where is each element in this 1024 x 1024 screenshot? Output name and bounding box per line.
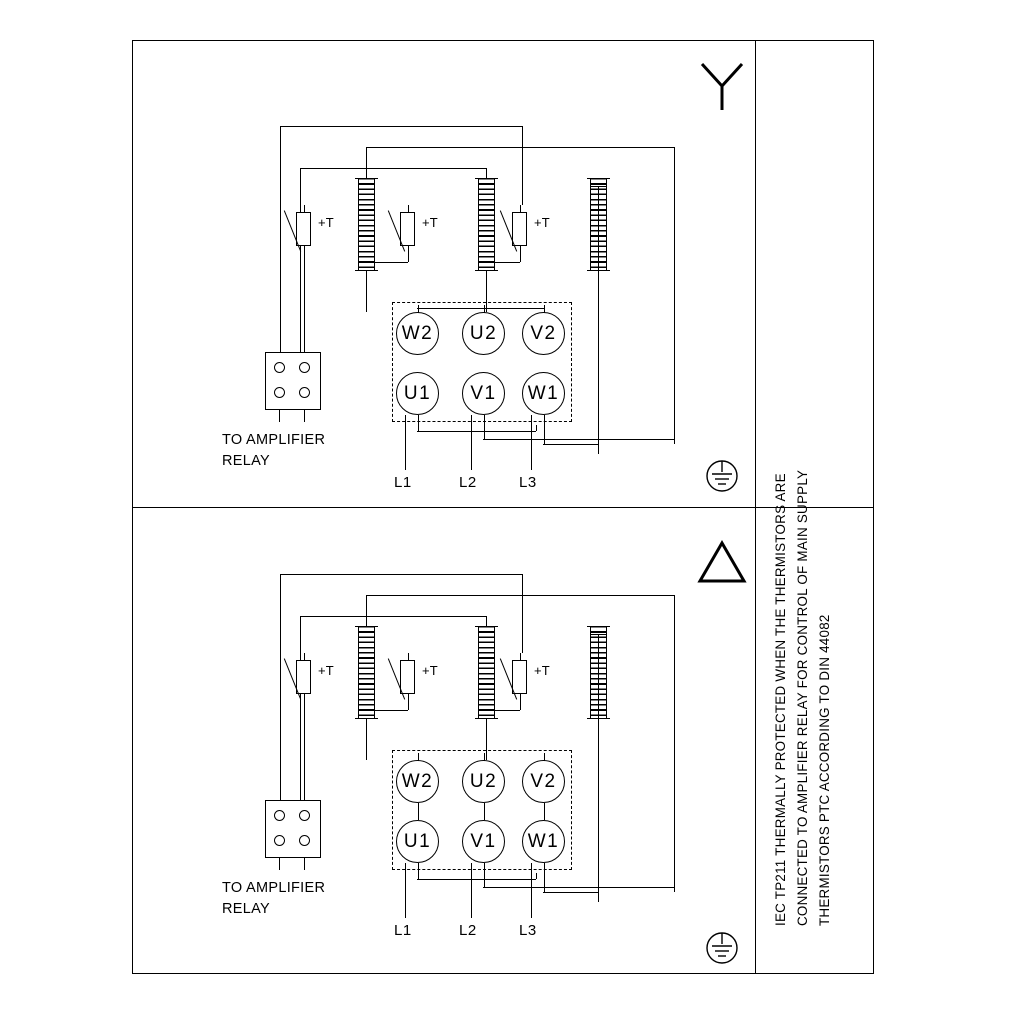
connector-terminal — [299, 387, 310, 398]
thermistor-2 — [400, 660, 415, 694]
wire — [366, 147, 674, 148]
amplifier-label-line2: RELAY — [222, 453, 270, 469]
wire — [531, 415, 532, 470]
wire — [483, 887, 674, 888]
wire — [366, 262, 408, 263]
terminal-v1: V1 — [462, 820, 505, 863]
wire — [544, 863, 545, 892]
thermistor-1 — [296, 212, 311, 246]
amplifier-connector-block — [265, 800, 321, 858]
wire — [418, 753, 419, 761]
wire — [543, 892, 598, 893]
amplifier-label-line1: TO AMPLIFIER — [222, 432, 326, 448]
thermistor-label-2: +T — [422, 663, 438, 678]
winding-coil-1 — [358, 178, 375, 270]
wire — [304, 205, 305, 212]
wire — [366, 710, 408, 711]
wire — [304, 653, 305, 660]
coil-cap — [587, 626, 610, 627]
coil-cap — [475, 626, 498, 627]
earth-ground-symbol — [700, 930, 740, 964]
wire — [674, 147, 675, 444]
wire — [590, 186, 606, 187]
wire — [366, 595, 674, 596]
note-line-2: CONNECTED TO AMPLIFIER RELAY FOR CONTROL OF MAIN SUPPLY — [795, 469, 810, 926]
wire — [300, 168, 301, 356]
wire — [417, 431, 536, 432]
wire — [598, 186, 599, 454]
winding-coil-2 — [478, 626, 495, 718]
terminal-u2: U2 — [462, 760, 505, 803]
wire — [520, 246, 521, 262]
wire — [408, 694, 409, 710]
wire — [408, 205, 409, 212]
wire — [280, 126, 522, 127]
wire — [544, 415, 545, 444]
thermistor-label-3: +T — [534, 215, 550, 230]
coil-cap — [475, 178, 498, 179]
wire — [366, 270, 367, 312]
wire — [280, 574, 522, 575]
wire — [405, 415, 406, 470]
wire — [417, 879, 536, 880]
amplifier-label-line1: TO AMPLIFIER — [222, 880, 326, 896]
terminal-w1: W1 — [522, 372, 565, 415]
wire — [366, 718, 367, 760]
terminal-v2: V2 — [522, 312, 565, 355]
wire — [471, 863, 472, 918]
earth-ground-symbol — [700, 458, 740, 492]
thermistor-label-1: +T — [318, 215, 334, 230]
wire — [590, 634, 606, 635]
wire — [543, 444, 598, 445]
wire — [536, 425, 537, 431]
phase-label-l3: L3 — [519, 474, 537, 491]
terminal-w2: W2 — [396, 312, 439, 355]
wire — [300, 168, 486, 169]
wire — [304, 410, 305, 422]
delta-link — [418, 803, 419, 820]
wire — [486, 262, 520, 263]
wire — [484, 753, 485, 761]
wire — [544, 753, 545, 761]
wire — [405, 863, 406, 918]
terminal-u2: U2 — [462, 312, 505, 355]
wire — [531, 863, 532, 918]
connector-terminal — [274, 362, 285, 373]
winding-coil-2 — [478, 178, 495, 270]
thermistor-3 — [512, 212, 527, 246]
wire — [408, 246, 409, 262]
coil-cap — [355, 178, 378, 179]
delta-link — [544, 803, 545, 820]
wire — [484, 863, 485, 887]
wire — [408, 653, 409, 660]
note-column — [755, 40, 874, 974]
wire — [598, 634, 599, 902]
note-line-1: IEC TP211 THERMALLY PROTECTED WHEN THE THERMISTORS ARE — [773, 473, 788, 926]
wire — [280, 574, 281, 804]
phase-label-l1: L1 — [394, 922, 412, 939]
phase-label-l3: L3 — [519, 922, 537, 939]
wire — [279, 858, 280, 870]
wire — [418, 415, 419, 431]
connector-terminal — [299, 835, 310, 846]
phase-label-l1: L1 — [394, 474, 412, 491]
connector-terminal — [274, 387, 285, 398]
wire — [418, 305, 419, 313]
thermistor-label-3: +T — [534, 663, 550, 678]
terminal-u1: U1 — [396, 372, 439, 415]
wire — [522, 574, 523, 653]
wire — [520, 653, 521, 660]
wire — [484, 415, 485, 439]
thermistor-1 — [296, 660, 311, 694]
connector-terminal — [274, 810, 285, 821]
delta-link — [484, 803, 485, 820]
wire — [544, 305, 545, 313]
wire — [471, 415, 472, 470]
star-bridge — [417, 308, 545, 309]
wire — [280, 126, 281, 356]
wire — [484, 305, 485, 313]
wire — [520, 694, 521, 710]
connector-terminal — [274, 835, 285, 846]
wire — [418, 863, 419, 879]
thermistor-label-1: +T — [318, 663, 334, 678]
delta-triangle-symbol — [694, 537, 750, 585]
wire — [674, 595, 675, 892]
star-wye-symbol — [694, 58, 750, 114]
terminal-v1: V1 — [462, 372, 505, 415]
wire — [522, 126, 523, 205]
terminal-w2: W2 — [396, 760, 439, 803]
wire — [300, 616, 486, 617]
connector-terminal — [299, 810, 310, 821]
terminal-w1: W1 — [522, 820, 565, 863]
amplifier-label-line2: RELAY — [222, 901, 270, 917]
wire — [304, 694, 305, 804]
coil-cap — [587, 178, 610, 179]
wire — [536, 873, 537, 879]
wire — [300, 616, 301, 804]
coil-cap — [355, 626, 378, 627]
terminal-v2: V2 — [522, 760, 565, 803]
wire — [304, 858, 305, 870]
thermistor-2 — [400, 212, 415, 246]
phase-label-l2: L2 — [459, 474, 477, 491]
note-line-3: THERMISTORS PTC ACCORDING TO DIN 44082 — [817, 614, 832, 926]
winding-coil-1 — [358, 626, 375, 718]
wire — [520, 205, 521, 212]
connector-terminal — [299, 362, 310, 373]
wire — [279, 410, 280, 422]
phase-label-l2: L2 — [459, 922, 477, 939]
wire — [486, 710, 520, 711]
wire — [483, 439, 674, 440]
thermistor-label-2: +T — [422, 215, 438, 230]
terminal-u1: U1 — [396, 820, 439, 863]
thermistor-3 — [512, 660, 527, 694]
wire — [304, 246, 305, 356]
amplifier-connector-block — [265, 352, 321, 410]
